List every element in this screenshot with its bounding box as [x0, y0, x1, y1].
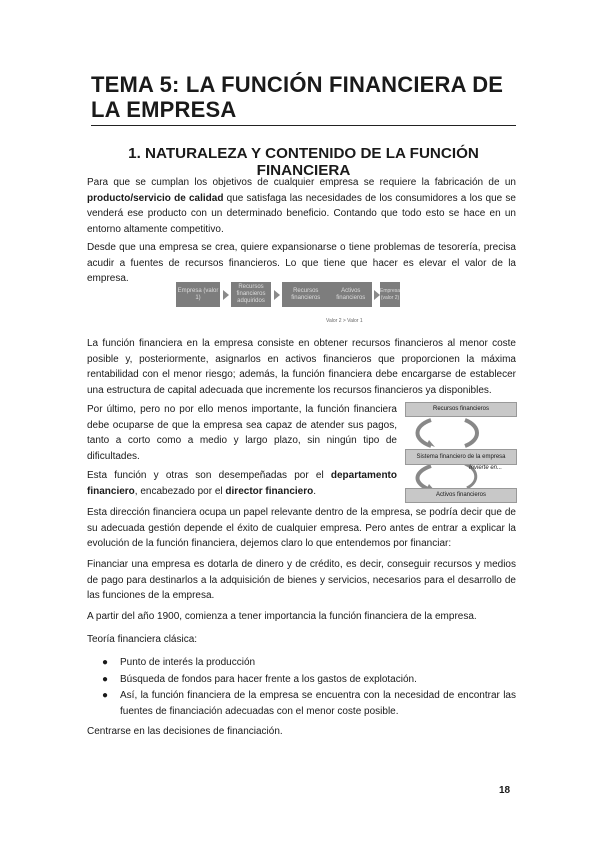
list-item: [99, 672, 516, 688]
list-item: [99, 655, 516, 671]
p1-bold-term: producto/servicio de calidad: [87, 192, 224, 204]
bullet-icon: ●: [102, 657, 109, 668]
bullet-icon: ●: [102, 690, 109, 702]
fig-box-sistema: Sistema financiero de la empresa: [405, 449, 517, 465]
p1-text-c: que satisfaga las necesidades de los consumidores a los que se venderá ese producto con un determinado beneficio. Contando que todo esto se hace en un entorno altamente competitivo.: [87, 192, 516, 235]
page-number: 18: [499, 785, 511, 796]
diagram-box-2: Recursos financieros adquiridos: [231, 282, 271, 307]
paragraph-8: A partir del año 1900, comienza a tener importancia la función financiera de la empresa.: [87, 611, 477, 622]
paragraph-4: Por último, pero no por ello menos importante, la función financiera debe ocuparse de que la empresa sea capaz de atender sus pagos, tanto a corto como a medio y largo plazo, sin ningún tipo de dificultades.: [87, 404, 397, 462]
diagram-box-3-4: [282, 282, 372, 307]
arrow-right-icon: [223, 290, 229, 300]
p5-text-e: .: [313, 485, 317, 497]
paragraph-3: La función financiera en la empresa consiste en obtener recursos financieros al menor coste posible y, posteriormente, asignarlos en activos financieros que proporcionen la máxima rentabilidad con el menor riesgo; además, la función financiera debe encargarse de establecer una estructura de capital adecuada que incremente los recursos financieros ya disponibles.: [87, 338, 516, 396]
paragraph-6: Esta dirección financiera ocupa un papel relevante dentro de la empresa, se podría decir que de su adecuada gestión depende el éxito de cualquier empresa. Pero antes de entrar a explicar la evolución de la función financiera, dejemos claro lo que entendemos por financiar:: [87, 507, 516, 550]
p1-text-a: Para que se cumplan los objetivos de cualquier empresa se requiere la fabricación de un: [87, 177, 516, 188]
list-item-text: Búsqueda de fondos para hacer frente a los gastos de explotación.: [120, 673, 417, 685]
diagram-box-5: Empresa (valor 2): [380, 282, 400, 307]
paragraph-7: Financiar una empresa es dotarla de dinero y de crédito, es decir, conseguir recursos y medios de pago para destinarlos a la adquisición de bienes y servicios, necesarios para el desarrollo de las funciones de la empresa.: [87, 559, 516, 602]
diagram-caption: Valor 2 > Valor 1: [326, 318, 363, 324]
list-item-text: Así, la función financiera de la empresa se encuentra con la necesidad de encontrar las fuentes de financiación adecuadas con el menor coste posible.: [120, 690, 516, 717]
financial-cycle-figure: [405, 402, 515, 502]
diagram-box-3: Recursos financieros: [291, 287, 321, 301]
paragraph-9: Teoría financiera clásica:: [87, 634, 198, 645]
fig-box-activos: Activos financieros: [405, 488, 517, 503]
p5-text-a: Esta función y otras son desempeñadas por el: [87, 470, 331, 481]
paragraph-5: [87, 468, 397, 499]
fig-label-invierte: Invierte en...: [469, 465, 503, 471]
paragraph-1: [87, 175, 516, 237]
list-item: [99, 688, 516, 719]
diagram-box-4: Activos financieros: [336, 287, 366, 301]
paragraph-10: Centrarse en las decisiones de financiación.: [87, 726, 283, 737]
bullet-list: [99, 655, 516, 720]
fig-box-recursos: Recursos financieros: [405, 402, 517, 417]
arrow-right-icon: [274, 290, 280, 300]
paragraph-2: Desde que una empresa se crea, quiere expansionarse o tiene problemas de tesorería, precisa acudir a fuentes de recursos financieros. Lo que tiene que hacer es elevar el valor de la empresa.: [87, 242, 516, 285]
list-item-text: Punto de interés la producción: [120, 657, 256, 668]
p5-bold-director: director financiero: [225, 485, 314, 497]
diagram-box-1: Empresa (valor 1): [176, 282, 220, 307]
bullet-icon: ●: [102, 673, 109, 685]
p5-text-c: , encabezado por el: [134, 485, 226, 497]
p5-bold-department: departamento financiero: [87, 470, 397, 497]
value-flow-diagram: [176, 282, 400, 324]
section-heading: 1. NATURALEZA Y CONTENIDO DE LA FUNCIÓN FINANCIERA: [128, 145, 479, 179]
chapter-title: TEMA 5: LA FUNCIÓN FINANCIERA DE LA EMPRESA: [91, 72, 516, 126]
